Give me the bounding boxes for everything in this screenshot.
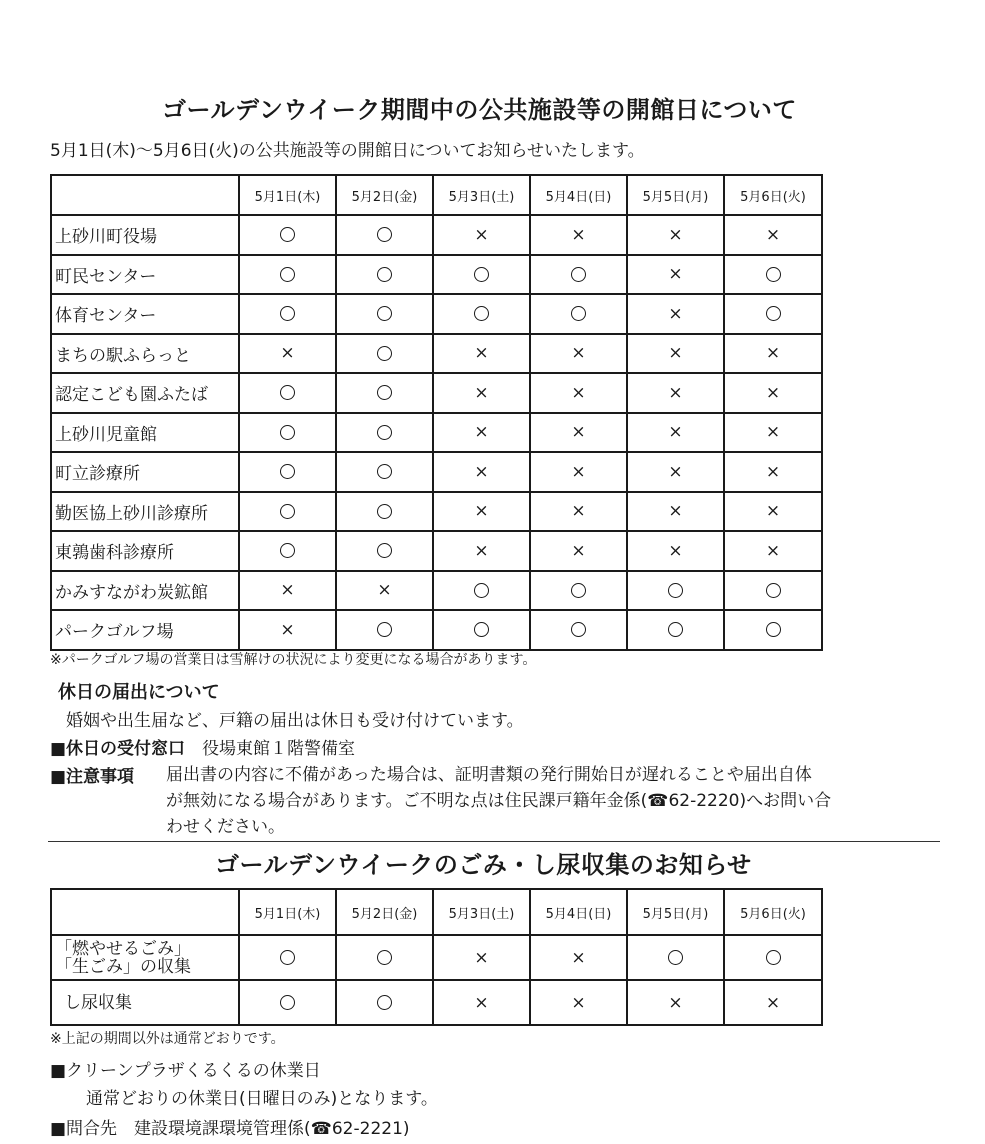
- closed-cross-icon: ×: [668, 501, 683, 522]
- status-cell: [627, 373, 724, 413]
- open-circle-icon: [280, 425, 295, 440]
- open-circle-icon: [280, 543, 295, 558]
- status-cell: [433, 935, 530, 980]
- open-circle-icon: [280, 227, 295, 242]
- open-circle-icon: [280, 464, 295, 479]
- facility-name: 上砂川町役場: [51, 215, 239, 255]
- closed-cross-icon: ×: [280, 580, 295, 601]
- holiday-text: 婚姻や出生届など、戸籍の届出は休日も受け付けています。: [66, 711, 524, 731]
- facility-name: パークゴルフ場: [51, 610, 239, 650]
- caution-text: [166, 762, 831, 840]
- clean-text: 通常どおりの休業日(日曜日のみ)となります。: [86, 1089, 438, 1109]
- closed-cross-icon: ×: [571, 382, 586, 403]
- open-circle-icon: [766, 950, 781, 965]
- caution-label: ■注意事項: [50, 767, 135, 787]
- status-cell: [239, 294, 336, 334]
- status-cell: [627, 531, 724, 571]
- closed-cross-icon: ×: [668, 540, 683, 561]
- date-header: 5月6日(火): [724, 175, 822, 215]
- closed-cross-icon: ×: [474, 947, 489, 968]
- closed-cross-icon: ×: [765, 501, 781, 522]
- open-circle-icon: [668, 583, 683, 598]
- status-cell: [530, 413, 627, 453]
- status-cell: [336, 492, 433, 532]
- status-cell: [239, 373, 336, 413]
- collection-name-line: 「生ごみ」の収集: [55, 956, 191, 977]
- status-cell: [433, 980, 530, 1025]
- closed-cross-icon: ×: [668, 224, 683, 245]
- status-cell: [724, 531, 822, 571]
- date-header: 5月5日(月): [627, 889, 724, 935]
- closed-cross-icon: ×: [668, 992, 683, 1013]
- facility-name: 勤医協上砂川診療所: [51, 492, 239, 532]
- collection-name-line: し尿収集: [64, 992, 132, 1013]
- status-cell: [724, 294, 822, 334]
- status-cell: [433, 215, 530, 255]
- status-cell: [724, 610, 822, 650]
- status-cell: [239, 531, 336, 571]
- status-cell: [627, 294, 724, 334]
- open-circle-icon: [280, 504, 295, 519]
- open-circle-icon: [474, 306, 489, 321]
- closed-cross-icon: ×: [571, 422, 586, 443]
- open-circle-icon: [377, 995, 392, 1010]
- status-cell: [627, 413, 724, 453]
- status-cell: [433, 294, 530, 334]
- open-circle-icon: [668, 622, 683, 637]
- open-circle-icon: [377, 306, 392, 321]
- status-cell: [627, 255, 724, 295]
- status-cell: [433, 334, 530, 374]
- status-cell: [530, 334, 627, 374]
- closed-cross-icon: ×: [280, 619, 295, 640]
- open-circle-icon: [377, 543, 392, 558]
- closed-cross-icon: ×: [474, 501, 489, 522]
- status-cell: [336, 255, 433, 295]
- status-cell: [239, 452, 336, 492]
- date-header: 5月1日(木): [239, 175, 336, 215]
- closed-cross-icon: ×: [765, 992, 781, 1013]
- status-cell: [433, 492, 530, 532]
- status-cell: [239, 610, 336, 650]
- status-cell: [627, 980, 724, 1025]
- closed-cross-icon: ×: [474, 992, 489, 1013]
- closed-cross-icon: ×: [571, 343, 586, 364]
- status-cell: [433, 452, 530, 492]
- status-cell: [724, 935, 822, 980]
- closed-cross-icon: ×: [474, 382, 489, 403]
- contact: ■問合先 建設環境課環境管理係(☎62-2221): [50, 1119, 410, 1139]
- closed-cross-icon: ×: [474, 461, 489, 482]
- facilities-table: [50, 174, 823, 651]
- closed-cross-icon: ×: [571, 947, 586, 968]
- open-circle-icon: [377, 950, 392, 965]
- date-header: 5月4日(日): [530, 175, 627, 215]
- counter-label: ■休日の受付窓口: [50, 739, 186, 759]
- table-row: [51, 980, 822, 1025]
- closed-cross-icon: ×: [668, 343, 683, 364]
- status-cell: [627, 452, 724, 492]
- collection-type: [51, 935, 239, 980]
- status-cell: [530, 980, 627, 1025]
- open-circle-icon: [377, 504, 392, 519]
- corner-cell: [51, 175, 239, 215]
- closed-cross-icon: ×: [571, 224, 586, 245]
- caution-line: が無効になる場合があります。ご不明な点は住民課戸籍年金係(☎62-2220)へお問い合: [166, 791, 832, 811]
- facility-name: かみすながわ炭鉱館: [51, 571, 239, 611]
- closed-cross-icon: ×: [474, 224, 489, 245]
- open-circle-icon: [474, 267, 489, 282]
- status-cell: [530, 294, 627, 334]
- date-header: 5月4日(日): [530, 889, 627, 935]
- table-row: [51, 255, 822, 295]
- table-row: [51, 373, 822, 413]
- facility-name: 認定こども園ふたば: [51, 373, 239, 413]
- status-cell: [239, 413, 336, 453]
- status-cell: [627, 610, 724, 650]
- open-circle-icon: [571, 267, 586, 282]
- date-header: 5月6日(火): [724, 889, 822, 935]
- status-cell: [530, 452, 627, 492]
- open-circle-icon: [766, 583, 781, 598]
- status-cell: [336, 294, 433, 334]
- closed-cross-icon: ×: [668, 303, 683, 324]
- status-cell: [530, 215, 627, 255]
- status-cell: [336, 935, 433, 980]
- open-circle-icon: [571, 622, 586, 637]
- status-cell: [433, 413, 530, 453]
- collection-type: [51, 980, 239, 1025]
- status-cell: [627, 571, 724, 611]
- status-cell: [530, 255, 627, 295]
- status-cell: [724, 255, 822, 295]
- status-cell: [239, 980, 336, 1025]
- status-cell: [530, 610, 627, 650]
- status-cell: [336, 531, 433, 571]
- table-header-row: [51, 175, 822, 215]
- status-cell: [433, 610, 530, 650]
- open-circle-icon: [766, 267, 781, 282]
- closed-cross-icon: ×: [377, 580, 392, 601]
- status-cell: [336, 610, 433, 650]
- closed-cross-icon: ×: [765, 461, 781, 482]
- closed-cross-icon: ×: [571, 461, 586, 482]
- facility-name: 町民センター: [51, 255, 239, 295]
- status-cell: [530, 531, 627, 571]
- caution-line: 届出書の内容に不備があった場合は、証明書類の発行開始日が遅れることや届出自体: [166, 765, 812, 785]
- closed-cross-icon: ×: [280, 343, 295, 364]
- status-cell: [336, 452, 433, 492]
- facilities-note: ※パークゴルフ場の営業日は雪解けの状況により変更になる場合があります。: [50, 652, 537, 668]
- open-circle-icon: [571, 583, 586, 598]
- closed-cross-icon: ×: [765, 382, 781, 403]
- open-circle-icon: [668, 950, 683, 965]
- closed-cross-icon: ×: [765, 343, 781, 364]
- status-cell: [239, 334, 336, 374]
- status-cell: [239, 215, 336, 255]
- closed-cross-icon: ×: [571, 501, 586, 522]
- open-circle-icon: [280, 306, 295, 321]
- date-header: 5月2日(金): [336, 175, 433, 215]
- closed-cross-icon: ×: [765, 540, 781, 561]
- collection-name-line: 「燃やせるごみ」: [55, 938, 191, 959]
- status-cell: [530, 571, 627, 611]
- table-row: [51, 610, 822, 650]
- date-header: 5月2日(金): [336, 889, 433, 935]
- facility-name: 上砂川児童館: [51, 413, 239, 453]
- open-circle-icon: [474, 622, 489, 637]
- closed-cross-icon: ×: [765, 422, 781, 443]
- table-row: [51, 413, 822, 453]
- garbage-note: ※上記の期間以外は通常どおりです。: [50, 1031, 285, 1047]
- status-cell: [239, 492, 336, 532]
- status-cell: [724, 492, 822, 532]
- garbage-title: ゴールデンウイークのごみ・し尿収集のお知らせ: [215, 851, 752, 879]
- closed-cross-icon: ×: [474, 540, 489, 561]
- status-cell: [724, 571, 822, 611]
- open-circle-icon: [571, 306, 586, 321]
- closed-cross-icon: ×: [668, 461, 683, 482]
- table-row: [51, 215, 822, 255]
- status-cell: [627, 492, 724, 532]
- status-cell: [724, 334, 822, 374]
- open-circle-icon: [280, 267, 295, 282]
- open-circle-icon: [377, 346, 392, 361]
- status-cell: [336, 413, 433, 453]
- status-cell: [336, 334, 433, 374]
- open-circle-icon: [766, 622, 781, 637]
- status-cell: [433, 571, 530, 611]
- status-cell: [433, 531, 530, 571]
- status-cell: [336, 571, 433, 611]
- garbage-table: [50, 888, 823, 1026]
- open-circle-icon: [377, 267, 392, 282]
- facility-name: 体育センター: [51, 294, 239, 334]
- status-cell: [336, 373, 433, 413]
- status-cell: [239, 571, 336, 611]
- facilities-title: ゴールデンウイーク期間中の公共施設等の開館日について: [162, 96, 797, 124]
- status-cell: [627, 935, 724, 980]
- open-circle-icon: [474, 583, 489, 598]
- table-row: [51, 294, 822, 334]
- status-cell: [239, 935, 336, 980]
- date-header: 5月1日(木): [239, 889, 336, 935]
- status-cell: [724, 373, 822, 413]
- status-cell: [336, 980, 433, 1025]
- status-cell: [530, 935, 627, 980]
- table-row: [51, 935, 822, 980]
- holiday-heading: 休日の届出について: [58, 682, 220, 703]
- open-circle-icon: [377, 385, 392, 400]
- closed-cross-icon: ×: [668, 264, 683, 285]
- open-circle-icon: [766, 306, 781, 321]
- status-cell: [627, 334, 724, 374]
- closed-cross-icon: ×: [668, 382, 683, 403]
- corner-cell: [51, 889, 239, 935]
- status-cell: [724, 452, 822, 492]
- open-circle-icon: [377, 425, 392, 440]
- status-cell: [433, 255, 530, 295]
- status-cell: [433, 373, 530, 413]
- table-row: [51, 531, 822, 571]
- facility-name: 町立診療所: [51, 452, 239, 492]
- closed-cross-icon: ×: [474, 343, 489, 364]
- facility-name: まちの駅ふらっと: [51, 334, 239, 374]
- status-cell: [724, 980, 822, 1025]
- open-circle-icon: [280, 995, 295, 1010]
- status-cell: [530, 492, 627, 532]
- open-circle-icon: [377, 464, 392, 479]
- date-header: 5月3日(土): [433, 889, 530, 935]
- counter-value: 役場東館１階警備室: [202, 739, 356, 759]
- status-cell: [239, 255, 336, 295]
- status-cell: [530, 373, 627, 413]
- status-cell: [724, 413, 822, 453]
- clean-heading: ■クリーンプラザくるくるの休業日: [50, 1061, 321, 1081]
- open-circle-icon: [280, 385, 295, 400]
- open-circle-icon: [377, 622, 392, 637]
- caution-line: わせください。: [166, 817, 285, 837]
- status-cell: [336, 215, 433, 255]
- table-row: [51, 571, 822, 611]
- date-header: 5月3日(土): [433, 175, 530, 215]
- status-cell: [627, 215, 724, 255]
- date-header: 5月5日(月): [627, 175, 724, 215]
- facilities-lead: 5月1日(木)～5月6日(火)の公共施設等の開館日についてお知らせいたします。: [50, 141, 645, 161]
- closed-cross-icon: ×: [765, 224, 781, 245]
- closed-cross-icon: ×: [571, 992, 586, 1013]
- table-row: [51, 452, 822, 492]
- section-divider: [48, 841, 940, 842]
- closed-cross-icon: ×: [668, 422, 683, 443]
- table-row: [51, 334, 822, 374]
- facility-name: 東鶉歯科診療所: [51, 531, 239, 571]
- closed-cross-icon: ×: [571, 540, 586, 561]
- closed-cross-icon: ×: [474, 422, 489, 443]
- status-cell: [724, 215, 822, 255]
- open-circle-icon: [280, 950, 295, 965]
- table-header-row: [51, 889, 822, 935]
- table-row: [51, 492, 822, 532]
- holiday-counter: [50, 734, 355, 759]
- open-circle-icon: [377, 227, 392, 242]
